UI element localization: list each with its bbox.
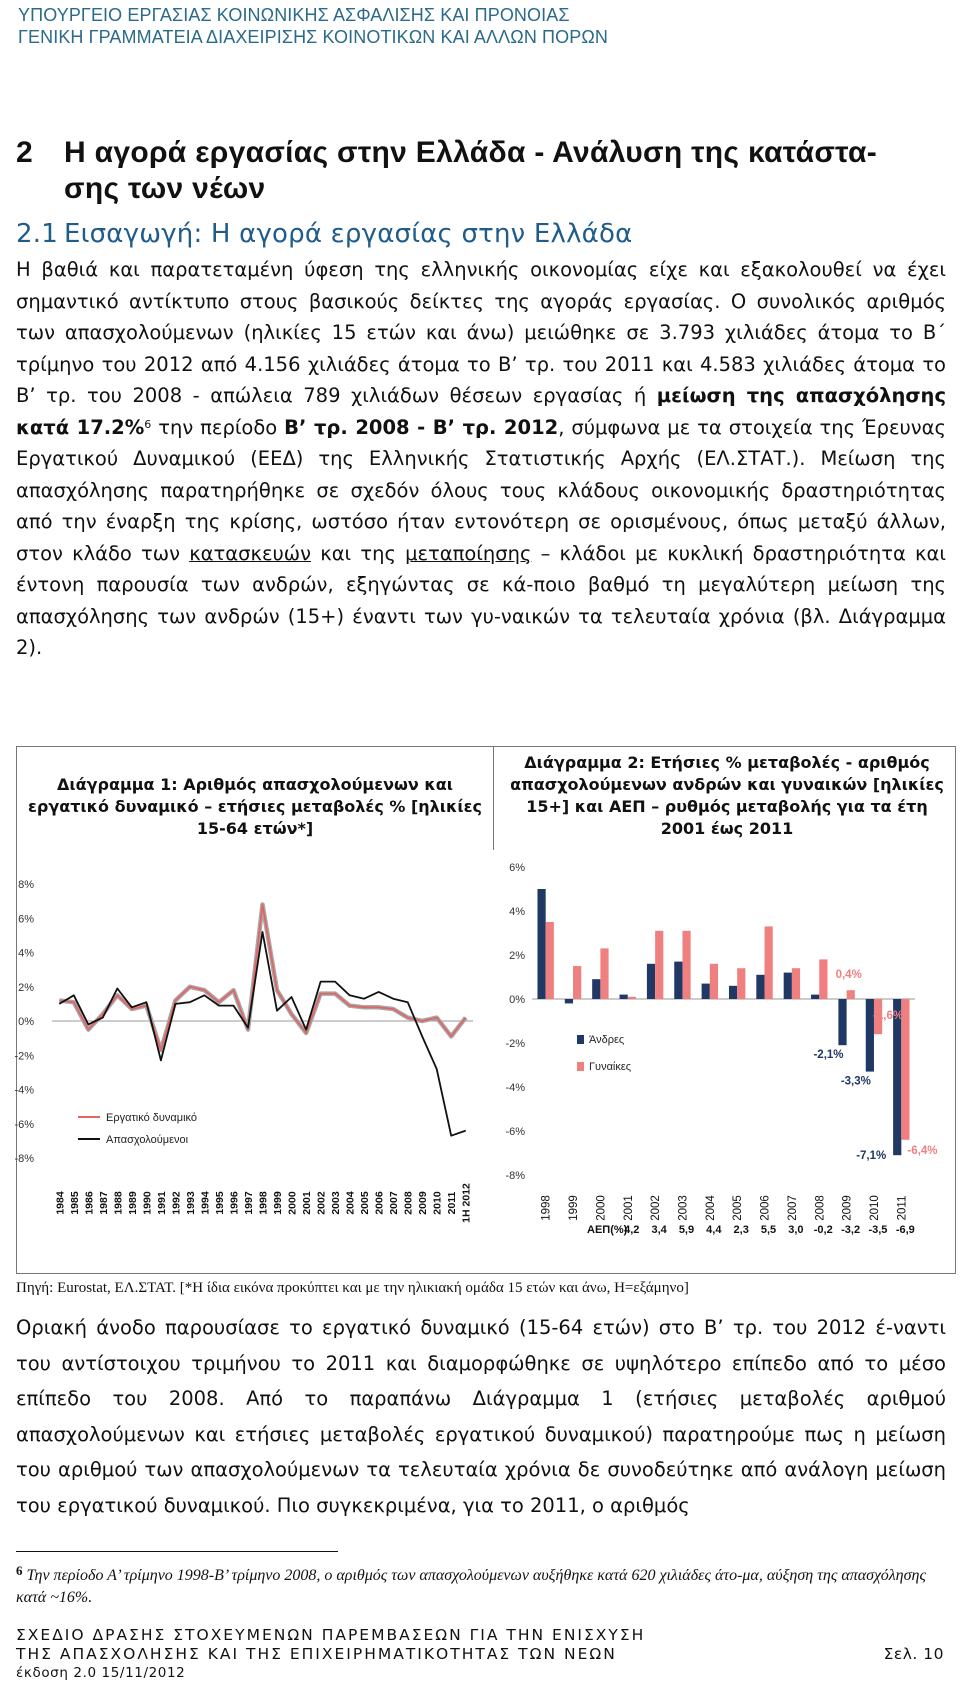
para-underlined: κατασκευών	[189, 541, 312, 565]
chart2-data-label: -6,4%	[907, 1144, 938, 1157]
chart2-gdp-label: ΑΕΠ(%)	[587, 1224, 628, 1236]
chart2-bar-men	[620, 995, 628, 999]
chart1-ytick-label: -6%	[14, 1118, 34, 1131]
chart2-bar-women	[765, 926, 773, 999]
chart2-bar-men	[674, 962, 682, 999]
para-text: και της	[311, 541, 406, 565]
para-text: την περίοδο	[151, 415, 285, 439]
header-secretariat: ΓΕΝΙΚΗ ΓΡΑΜΜΑΤΕΙΑ ΔΙΑΧΕΙΡΙΣΗΣ ΚΟΙΝΟΤΙΚΩΝ ΚΑΙ ΑΛΛΩΝ ΠΟΡΩΝ	[18, 27, 609, 47]
chart1-xtick-label: 2004	[344, 1191, 357, 1215]
chart1-ytick-label: -8%	[14, 1153, 34, 1165]
chart2-gdp-value: 4,4	[706, 1224, 722, 1236]
para-bold: μείωση της απασχόλησης κατά 17.2%	[16, 384, 946, 439]
chart2-gdp-value: 3,0	[788, 1224, 804, 1236]
chart1-ytick-label: -2%	[14, 1050, 34, 1063]
chart2-data-label: -7,1%	[856, 1150, 887, 1163]
chart2-bar-men	[811, 995, 819, 999]
chart2-data-label: -1,6%	[873, 1010, 904, 1023]
chart1-xtick-label: 2009	[417, 1191, 430, 1215]
footnote	[16, 1560, 946, 1609]
chart2-gdp-value: -3,2	[841, 1224, 861, 1236]
chart2-ytick-label: 4%	[509, 906, 525, 918]
chart2-bar-men	[838, 999, 846, 1045]
chart2-xtick-label: 2005	[732, 1195, 745, 1221]
section-title-line2: σης των νέων	[64, 172, 266, 205]
chart1-xtick-label: 1998	[257, 1191, 270, 1215]
subsection-number: 2.1	[16, 219, 58, 249]
chart1-series-line-employed	[59, 932, 465, 1136]
chart2-gdp-value: 4,2	[624, 1224, 640, 1236]
chart2-ytick-label: -6%	[505, 1126, 525, 1138]
chart1-xtick-label: 2011	[446, 1191, 459, 1215]
chart1-ytick-label: 0%	[18, 1016, 34, 1028]
chart1-xtick-label: 2006	[373, 1191, 386, 1215]
para-bold: Β’ τρ. 2008 - Β’ τρ. 2012	[284, 415, 559, 439]
chart1-ytick-label: 8%	[18, 879, 34, 891]
chart1-xtick-label: 1Η 2012	[460, 1183, 473, 1223]
chart2-xtick-label: 2004	[704, 1195, 717, 1221]
chart1-xtick-label: 2007	[388, 1191, 401, 1215]
section-title-line1: Η αγορά εργασίας στην Ελλάδα - Ανάλυση της κατάστα-	[64, 136, 878, 169]
chart1-xtick-label: 1994	[199, 1191, 212, 1215]
footnote-rule	[16, 1551, 338, 1552]
chart2-gdp-value: -3,5	[868, 1224, 888, 1236]
chart2-bar-women	[710, 964, 718, 999]
chart1-xtick-label: 1991	[155, 1191, 168, 1215]
chart1-series-line-shadow	[59, 905, 465, 1051]
chart1-xtick-label: 1990	[141, 1191, 154, 1215]
chart1-series-line-labour-force	[59, 905, 465, 1051]
chart1-legend-label: Απασχολούμενοι	[106, 1134, 189, 1146]
chart2-ytick-label: -2%	[505, 1038, 525, 1050]
chart2-title: Διάγραμμα 2: Ετήσιες % μεταβολές - αριθμός απασχολούμενων ανδρών και γυναικών [ηλικίες 15+] και ΑΕΠ – ρυθμός μεταβολής για τα έτη 2001 έως 2011	[510, 753, 944, 838]
chart1-ytick-label: 4%	[18, 947, 34, 960]
chart2-legend-label: Γυναίκες	[589, 1061, 632, 1073]
chart1-xtick-label: 1996	[228, 1191, 241, 1215]
chart2-xtick-label: 2003	[677, 1195, 690, 1221]
para-text: , σύμφωνα με τα στοιχεία της Έρευνας Εργατικού Δυναμικού (ΕΕΔ) της Ελληνικής Στατιστικής Αρχής (ΕΛ.ΣΤΑΤ.). Μείωση της απασχόλησης παρατηρήθηκε σε σχεδόν όλους τους κλάδους οικονομικής δραστηριότητας από την έναρξη της κρίσης, ωστόσο ήταν εντονότερη σε ορισμένους, όπως μεταξύ άλλων, στον κλάδο των	[16, 415, 946, 565]
chart1-xtick-label: 2002	[315, 1191, 328, 1215]
chart2-bar-men	[756, 975, 764, 999]
chart1-xtick-label: 2008	[402, 1191, 415, 1215]
analysis-paragraph: Οριακή άνοδο παρουσίασε το εργατικό δυναμικό (15-64 ετών) στο Β’ τρ. του 2012 έ-ναντι του αντίστοιχου τριμήνου το 2011 και διαμορφώθηκε σε υψηλότερο επίπεδο από το μέσο επίπεδο του 2008. Από το παραπάνω Διάγραμμα 1 (ετήσιες μεταβολές αριθμού απασχολούμενων και ετήσιες μεταβολές εργατικού δυναμικού) παρατηρούμε πως η μείωση του αριθμού των απασχολούμενων τα τελευταία χρόνια δε συνοδεύτηκε από ανάλογη μείωση του εργατικού δυναμικού. Πιο συγκεκριμένα, για το 2011, ο αριθμός	[16, 1316, 946, 1517]
chart2-legend-swatch	[577, 1062, 584, 1071]
chart1-xtick-label: 1984	[54, 1191, 67, 1215]
chart2-bar-women	[546, 922, 554, 999]
chart2-bar-women	[737, 968, 745, 999]
chart2-gdp-value: -6,9	[895, 1224, 915, 1236]
chart2-bar-men	[565, 999, 573, 1003]
footer-version: έκδοση 2.0 15/11/2012	[16, 1665, 186, 1681]
chart2-bar-women	[573, 966, 581, 999]
chart2-gdp-value: 2,3	[733, 1224, 749, 1236]
chart1-xtick-label: 2003	[330, 1191, 343, 1215]
chart1-ytick-label: 2%	[18, 981, 34, 994]
chart1-ytick-label: -4%	[14, 1084, 34, 1097]
chart1-xtick-label: 2010	[431, 1191, 444, 1215]
chart1-xtick-label: 1992	[170, 1191, 183, 1215]
chart2-gdp-value: 5,5	[760, 1224, 777, 1236]
chart1-xtick-label: 2000	[286, 1191, 299, 1215]
para-text: – κλάδοι με κυκλική δραστηριότητα και έντονη παρουσία των ανδρών, εξηγώντας σε κά-ποιο βαθμό τη μεγαλύτερη μείωση της απασχόλησης των ανδρών (15+) έναντι των γυ-ναικών τα τελευταία χρόνια (βλ. Διάγραμμα 2).	[16, 541, 946, 659]
chart1-xtick-label: 1993	[184, 1191, 197, 1215]
footnote-ref[interactable]: 6	[144, 417, 152, 431]
chart2-bar-men	[729, 986, 737, 999]
chart1-title: Διάγραμμα 1: Αριθμός απασχολούμενων και εργατικό δυναμικό – ετήσιες μεταβολές % [ηλικίες 15-64 ετών*]	[27, 775, 483, 838]
document-footer	[16, 1626, 946, 1683]
chart2-bar-women	[600, 948, 608, 999]
chart2-xtick-label: 2008	[814, 1195, 827, 1221]
chart1-xtick-label: 1986	[83, 1191, 96, 1215]
footer-title-line1: ΣΧΕΔΙΟ ΔΡΑΣΗΣ ΣΤΟΧΕΥΜΕΝΩΝ ΠΑΡΕΜΒΑΣΕΩΝ ΓΙΑ ΤΗΝ ΕΝΙΣΧΥΣΗ	[16, 1626, 646, 1644]
chart2-ytick-label: 0%	[509, 994, 525, 1006]
chart2-bar-men	[784, 973, 792, 999]
chart1-xtick-label: 2005	[359, 1191, 372, 1215]
chart2-xtick-label: 2010	[868, 1195, 881, 1221]
chart2-bar-men	[647, 964, 655, 999]
chart1-xtick-label: 2001	[301, 1191, 314, 1215]
chart2-data-label: -2,1%	[813, 1049, 844, 1062]
footnote-number: 6	[16, 1563, 23, 1578]
chart1-xtick-label: 1995	[213, 1191, 226, 1215]
chart2-bar-women	[682, 931, 690, 999]
chart2-legend-swatch	[577, 1035, 584, 1044]
subsection-title: Εισαγωγή: Η αγορά εργασίας στην Ελλάδα	[64, 219, 633, 249]
chart2-xtick-label: 2006	[759, 1195, 772, 1221]
chart2-xtick-label: 1999	[568, 1195, 581, 1221]
chart2-legend-label: Άνδρες	[589, 1034, 625, 1046]
footnote-text: Την περίοδο Α’ τρίμηνο 1998-Β’ τρίμηνο 2008, ο αριθμός των απασχολούμενων αυξήθηκε κατά 620 χιλιάδες άτο-μα, αύξηση της απασχόλησης κατά ~16%.	[16, 1567, 926, 1606]
header-ministry: ΥΠΟΥΡΓΕΙΟ ΕΡΓΑΣΙΑΣ ΚΟΙΝΩΝΙΚΗΣ ΑΣΦΑΛΙΣΗΣ ΚΑΙ ΠΡΟΝΟΙΑΣ	[18, 5, 570, 25]
chart2-gdp-value: 3,4	[651, 1224, 667, 1236]
footer-title-line2: ΤΗΣ ΑΠΑΣΧΟΛΗΣΗΣ ΚΑΙ ΤΗΣ ΕΠΙΧΕΙΡΗΜΑΤΙΚΟΤΗΤΑΣ ΤΩΝ ΝΕΩΝ	[16, 1645, 617, 1663]
chart2-data-label: -3,3%	[840, 1075, 871, 1088]
para-underlined: μεταποίησης	[405, 541, 532, 565]
chart2-xtick-label: 2002	[650, 1195, 663, 1221]
chart1-xtick-label: 1987	[97, 1191, 110, 1215]
chart2-xtick-label: 1998	[540, 1195, 553, 1221]
chart2-bar-women	[792, 968, 800, 999]
chart2-bar-men	[702, 984, 710, 999]
para-text: Η βαθιά και παρατεταμένη ύφεση της ελληνικής οικονομίας είχε και εξακολουθεί να έχει σημαντικό αντίκτυπο στους βασικούς δείκτες της αγοράς εργασίας. Ο συνολικός αριθμός των απασχολούμενων (ηλικίες 15 ετών και άνω) μειώθηκε σε 3.793 χιλιάδες άτομα το Β΄ τρίμηνο του 2012 από 4.156 χιλιάδες άτομα το Β’ τρ. του 2011 και 4.583 χιλιάδες άτομα το Β’ τρ. του 2008 - απώλεια 789 χιλιάδων θέσεων εργασίας ή	[16, 258, 946, 407]
page-number: Σελ. 10	[883, 1645, 944, 1663]
chart2-bar-men	[537, 889, 545, 999]
chart2-bar-women	[847, 990, 855, 999]
chart2-xtick-label: 2009	[841, 1195, 854, 1221]
section-number: 2	[16, 136, 33, 169]
chart1-legend-label: Εργατικό δυναμικό	[106, 1112, 198, 1124]
chart2-ytick-label: -8%	[505, 1170, 525, 1182]
chart2-gdp-value: 5,9	[678, 1224, 695, 1236]
chart1-xtick-label: 1989	[126, 1191, 139, 1215]
chart2-xtick-label: 2001	[622, 1195, 635, 1221]
figure-source: Πηγή: Eurostat, ΕΛ.ΣΤΑΤ. [*Η ίδια εικόνα προκύπτει και με την ηλικιακή ομάδα 15 ετών και άνω, Η=εξάμηνο]	[16, 1280, 689, 1296]
chart2-ytick-label: 6%	[509, 862, 525, 874]
chart1-xtick-label: 1985	[68, 1191, 81, 1215]
chart2-ytick-label: 2%	[509, 950, 525, 962]
chart1-xtick-label: 1988	[112, 1191, 125, 1215]
chart2-xtick-label: 2007	[786, 1195, 799, 1221]
chart2-bar-women	[819, 959, 827, 999]
chart1-xtick-label: 1999	[272, 1191, 285, 1215]
chart2-gdp-value: -0,2	[813, 1224, 833, 1236]
chart1-xtick-label: 1997	[242, 1191, 255, 1215]
chart1-ytick-label: 6%	[18, 913, 34, 926]
chart2-data-label: 0,4%	[835, 969, 862, 982]
chart2-bar-women	[655, 931, 663, 999]
chart2-bar-men	[893, 999, 901, 1155]
chart2-xtick-label: 2011	[896, 1195, 909, 1221]
chart2-xtick-label: 2000	[595, 1195, 608, 1221]
chart2-bar-men	[592, 979, 600, 999]
chart2-bar-women	[628, 997, 636, 999]
chart2-ytick-label: -4%	[505, 1082, 525, 1094]
